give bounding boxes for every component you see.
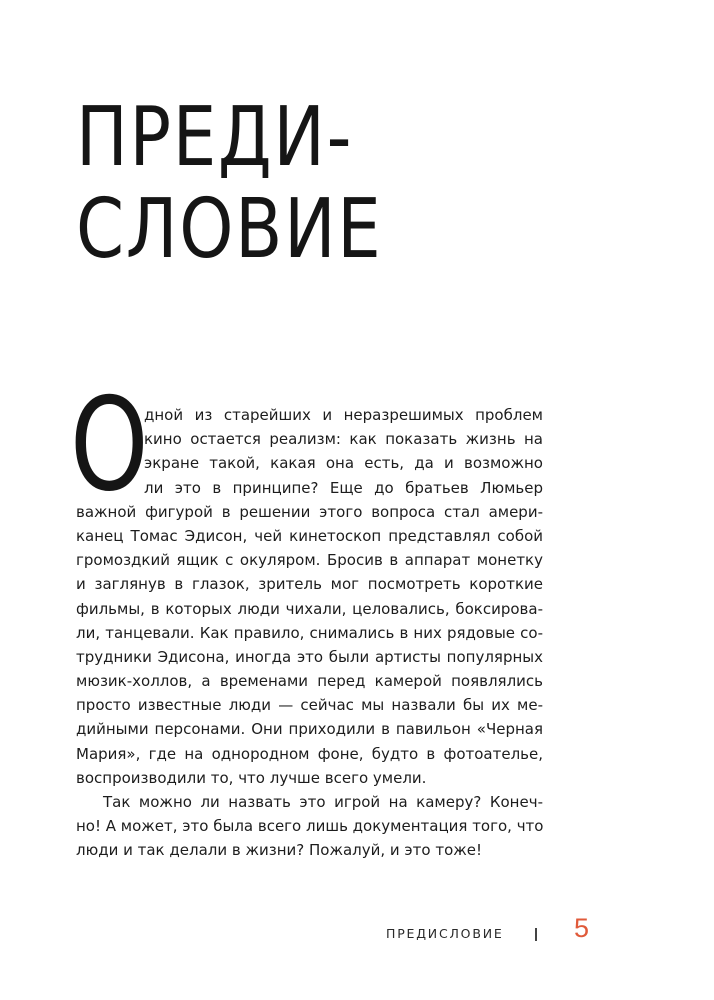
running-footer-section: ПРЕДИСЛОВИЕ <box>386 926 504 941</box>
text-line: ли это в принципе? Еще до братьев Люмьер <box>144 478 543 497</box>
text-line: громоздкий ящик с окуляром. Бросив в аппарат монетку <box>76 551 543 570</box>
text-line: важной фигурой в решении этого вопроса стал амери- <box>76 502 543 521</box>
body-text <box>76 403 543 863</box>
chapter-title <box>76 92 382 276</box>
text-line: канец Томас Эдисон, чей кинетоскоп представлял собой <box>76 526 543 545</box>
chapter-title-line-1: ПРЕДИ- <box>76 90 354 185</box>
paragraph-1 <box>76 403 543 790</box>
text-line: мюзик-холлов, а временами перед камерой появлялись <box>76 672 543 691</box>
text-line: трудники Эдисона, иногда это были артисты популярных <box>76 647 543 666</box>
text-line: дийными персонами. Они приходили в павильон «Черная <box>76 720 543 739</box>
text-line: Так можно ли назвать это игрой на камеру? Конеч- <box>103 793 543 811</box>
text-line: Мария», где на однородном фоне, будто в фотоателье, <box>76 744 543 763</box>
chapter-title-line-2: СЛОВИЕ <box>76 182 383 277</box>
text-line: просто известные люди — сейчас мы назвали бы их ме- <box>76 696 543 715</box>
page-number: 5 <box>574 913 590 943</box>
text-line: ли, танцевали. Как правило, снимались в них рядовые со- <box>76 623 543 642</box>
text-line: люди и так делали в жизни? Пожалуй, и это тоже! <box>76 841 483 860</box>
text-line: и заглянув в глазок, зритель мог посмотреть короткие <box>76 575 543 594</box>
text-line: но! А может, это была всего лишь документация того, что <box>76 817 544 836</box>
text-line: фильмы, в которых люди чихали, целовались, боксирова- <box>76 599 543 618</box>
text-line: экране такой, какая она есть, да и возможно <box>144 454 543 473</box>
paragraph-2 <box>76 790 543 863</box>
drop-cap: О <box>70 371 149 520</box>
text-line: воспроизводили то, что лучше всего умели. <box>76 768 427 787</box>
text-line: дной из старейших и неразрешимых проблем <box>144 406 543 424</box>
text-line: кино остается реализм: как показать жизнь на <box>144 430 543 449</box>
footer-divider <box>535 928 537 941</box>
